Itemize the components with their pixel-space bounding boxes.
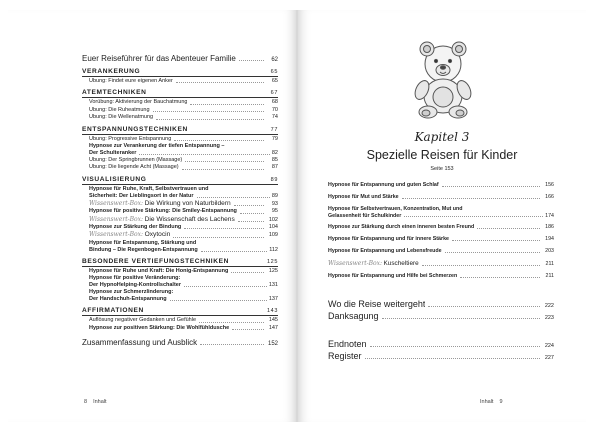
toc-entry[interactable]: Übung: Der Springbrunnen (Massage) 85 [89,157,278,164]
chapter-label: Kapitel 3 [414,130,470,144]
toc-entry-two-line[interactable]: Hypnose für Selbstvertrauen, Konzentration, Mut und Gelassenheit für Schulkinder 174 [328,206,554,219]
toc-entry-reise[interactable]: Wo die Reise weitergeht 222 [328,299,554,310]
section-divider [82,76,278,77]
toc-entry-endnoten[interactable]: Endnoten 224 [328,339,554,350]
toc-entry[interactable]: Hypnose für Entspannung und Lebensfreude 203 [328,248,554,255]
section-heading-verankerung[interactable]: VERANKERUNG 65 [82,68,278,75]
toc-entry-wissenswert[interactable]: Wissenswert-Box: Kuscheltiere 211 [328,260,554,268]
chapter-title: Spezielle Reisen für Kinder [366,148,518,162]
toc-entry-danksagung[interactable]: Danksagung 223 [328,311,554,322]
right-page-footer [480,399,509,405]
right-page [298,10,586,422]
section-heading-vertiefungstechniken[interactable]: BESONDERE VERTIEFUNGSTECHNIKEN 125 [82,257,278,265]
section-divider [82,315,278,316]
toc-entry[interactable]: Übung: Die Wellenatmung 74 [89,114,278,121]
toc-entry[interactable]: Übung: Die liegende Acht (Massage) 87 [89,164,278,171]
section-divider [82,266,278,267]
right-table-of-contents [328,182,554,363]
page-number: 9 [499,399,503,405]
section-divider [82,134,278,135]
toc-entry[interactable]: Vorübung: Aktivierung der Bauchatmung 68 [89,99,278,106]
toc-entry[interactable]: Hypnose für Ruhe und Kraft: Die Honig-Entspannung 125 [89,267,278,274]
footer-label: Inhalt [480,399,494,405]
footer-label: Inhalt [93,399,107,405]
section-heading-atemtechniken[interactable]: ATEMTECHNIKEN 67 [82,89,278,97]
section-heading-affirmationen[interactable]: AFFIRMATIONEN 143 [82,307,278,315]
toc-entry[interactable]: Hypnose zur positiven Stärkung: Die Wohlfühldusche 147 [89,324,278,331]
toc-entry[interactable]: Übung: Die Ruheatmung 70 [89,106,278,113]
section-heading-entspannungstechniken[interactable]: ENTSPANNUNGSTECHNIKEN 77 [82,125,278,133]
toc-entry[interactable]: Hypnose für Entspannung und Hilfe bei Schmerzen 211 [328,273,554,280]
section-divider [82,184,278,185]
section-divider [82,97,278,98]
toc-entry[interactable]: Übung: Progressive Entspannung 79 [89,135,278,142]
left-page-footer [84,399,113,405]
toc-entry[interactable]: Übung: Findet eure eigenen Anker 65 [89,78,278,84]
toc-entry[interactable]: Hypnose zur Stärkung der Bindung 104 [89,224,278,231]
toc-entry[interactable]: Hypnose für Entspannung und für innere Stärke 194 [328,236,554,243]
toc-entry-wissenswert[interactable]: Wissenswert-Box: Oxytocin 109 [89,231,278,239]
toc-entry[interactable]: Hypnose für positive Stärkung: Die Smiley-Entspannung 95 [89,208,278,215]
teddy-bear-icon [400,36,486,120]
toc-entry-summary[interactable]: Zusammenfassung und Ausblick 152 [82,338,278,348]
chapter-page-ref: Seite 153 [430,166,454,172]
page-number: 8 [84,399,88,405]
toc-entry[interactable]: Hypnose für Entspannung und guten Schlaf 156 [328,182,554,188]
toc-entry[interactable]: Auflösung negativer Gedanken und Gefühle 145 [89,317,278,324]
toc-entry[interactable]: Hypnose zur Stärkung durch einen inneren besten Freund 186 [328,224,554,231]
toc-entry-two-line[interactable]: Hypnose zur Schmerzlinderung: Der Handschuh-Entspannung 137 [89,289,278,303]
toc-entry-two-line[interactable]: Hypnose zur Verankerung der tiefen Entspannung – Der Schulteranker 82 [89,143,278,157]
toc-entry-two-line[interactable]: Hypnose für Ruhe, Kraft, Selbstvertrauen und Sicherheit: Der Lieblingsort in der Natur 89 [89,185,278,199]
toc-entry-register[interactable]: Register 227 [328,351,554,362]
left-table-of-contents [82,54,278,352]
left-page [8,10,296,422]
toc-entry-intro[interactable]: Euer Reiseführer für das Abenteuer Familie 62 [82,54,278,63]
toc-entry-two-line[interactable]: Hypnose für Entspannung, Stärkung und Bindung – Die Regenbogen-Entspannung 112 [89,239,278,253]
toc-entry[interactable]: Hypnose für Mut und Stärke 166 [328,194,554,200]
toc-entry-wissenswert[interactable]: Wissenswert-Box: Die Wissenschaft des Lachens 102 [89,215,278,223]
toc-entry-wissenswert[interactable]: Wissenswert-Box: Die Wirkung von Naturbildern 93 [89,199,278,207]
section-heading-visualisierung[interactable]: VISUALISIERUNG 89 [82,175,278,183]
toc-entry-two-line[interactable]: Hypnose für positive Veränderung: Der HypnoHelping-Kontrollschalter 131 [89,275,278,289]
